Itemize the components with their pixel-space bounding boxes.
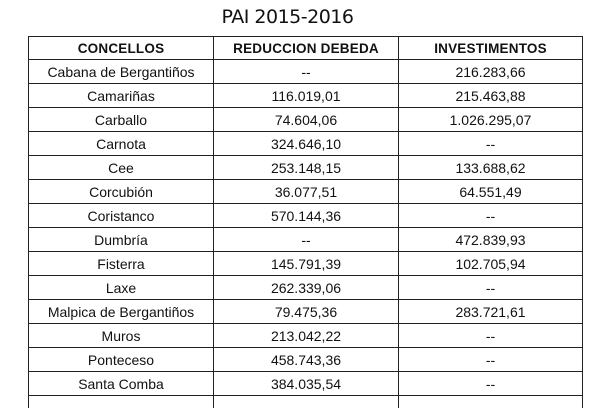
cell-concello: Camariñas (29, 84, 214, 108)
cell-investimentos: -- (399, 132, 583, 156)
cell-concello: Laxe (29, 276, 214, 300)
cell-empty (214, 396, 399, 408)
table-row (29, 228, 583, 252)
table-row (29, 180, 583, 204)
table-row (29, 156, 583, 180)
header-reduccion-debeda: REDUCCION DEBEDA (214, 37, 399, 60)
cell-concello: Carballo (29, 108, 214, 132)
cell-reduccion-debeda: 458.743,36 (214, 348, 399, 372)
cell-investimentos: 472.839,93 (399, 228, 583, 252)
cell-reduccion-debeda: 74.604,06 (214, 108, 399, 132)
table-row (29, 276, 583, 300)
table-row-partial (29, 396, 583, 408)
table-row (29, 132, 583, 156)
table-row (29, 300, 583, 324)
cell-concello: Fisterra (29, 252, 214, 276)
table-row (29, 108, 583, 132)
table-row (29, 252, 583, 276)
cell-investimentos: -- (399, 324, 583, 348)
cell-reduccion-debeda: 570.144,36 (214, 204, 399, 228)
cell-concello: Muros (29, 324, 214, 348)
cell-concello: Cabana de Bergantiños (29, 60, 214, 84)
cell-concello: Corcubión (29, 180, 214, 204)
cell-concello: Ponteceso (29, 348, 214, 372)
cell-empty (29, 396, 214, 408)
cell-investimentos: -- (399, 276, 583, 300)
cell-reduccion-debeda: 116.019,01 (214, 84, 399, 108)
table-row (29, 348, 583, 372)
cell-reduccion-debeda: 384.035,54 (214, 372, 399, 396)
cell-reduccion-debeda: 145.791,39 (214, 252, 399, 276)
cell-investimentos: -- (399, 204, 583, 228)
cell-investimentos: 64.551,49 (399, 180, 583, 204)
cell-reduccion-debeda: 36.077,51 (214, 180, 399, 204)
header-investimentos: INVESTIMENTOS (399, 37, 583, 60)
header-concellos: CONCELLOS (29, 37, 214, 60)
cell-investimentos: 215.463,88 (399, 84, 583, 108)
cell-investimentos: 216.283,66 (399, 60, 583, 84)
cell-reduccion-debeda: -- (214, 228, 399, 252)
page-title: PAI 2015-2016 (221, 6, 354, 28)
cell-investimentos: 102.705,94 (399, 252, 583, 276)
cell-concello: Malpica de Bergantiños (29, 300, 214, 324)
pai-table (28, 36, 583, 408)
cell-investimentos: 1.026.295,07 (399, 108, 583, 132)
cell-concello: Santa Comba (29, 372, 214, 396)
table-row (29, 204, 583, 228)
cell-reduccion-debeda: 213.042,22 (214, 324, 399, 348)
cell-investimentos: 283.721,61 (399, 300, 583, 324)
cell-reduccion-debeda: 253.148,15 (214, 156, 399, 180)
table-row (29, 60, 583, 84)
cell-reduccion-debeda: 79.475,36 (214, 300, 399, 324)
cell-investimentos: -- (399, 372, 583, 396)
cell-concello: Coristanco (29, 204, 214, 228)
cell-investimentos: -- (399, 348, 583, 372)
cell-reduccion-debeda: 262.339,06 (214, 276, 399, 300)
table-row (29, 372, 583, 396)
cell-concello: Cee (29, 156, 214, 180)
table-row (29, 324, 583, 348)
table-header-row (29, 37, 583, 60)
cell-reduccion-debeda: -- (214, 60, 399, 84)
cell-empty (399, 396, 583, 408)
cell-concello: Dumbría (29, 228, 214, 252)
table-row (29, 84, 583, 108)
cell-concello: Carnota (29, 132, 214, 156)
cell-reduccion-debeda: 324.646,10 (214, 132, 399, 156)
cell-investimentos: 133.688,62 (399, 156, 583, 180)
